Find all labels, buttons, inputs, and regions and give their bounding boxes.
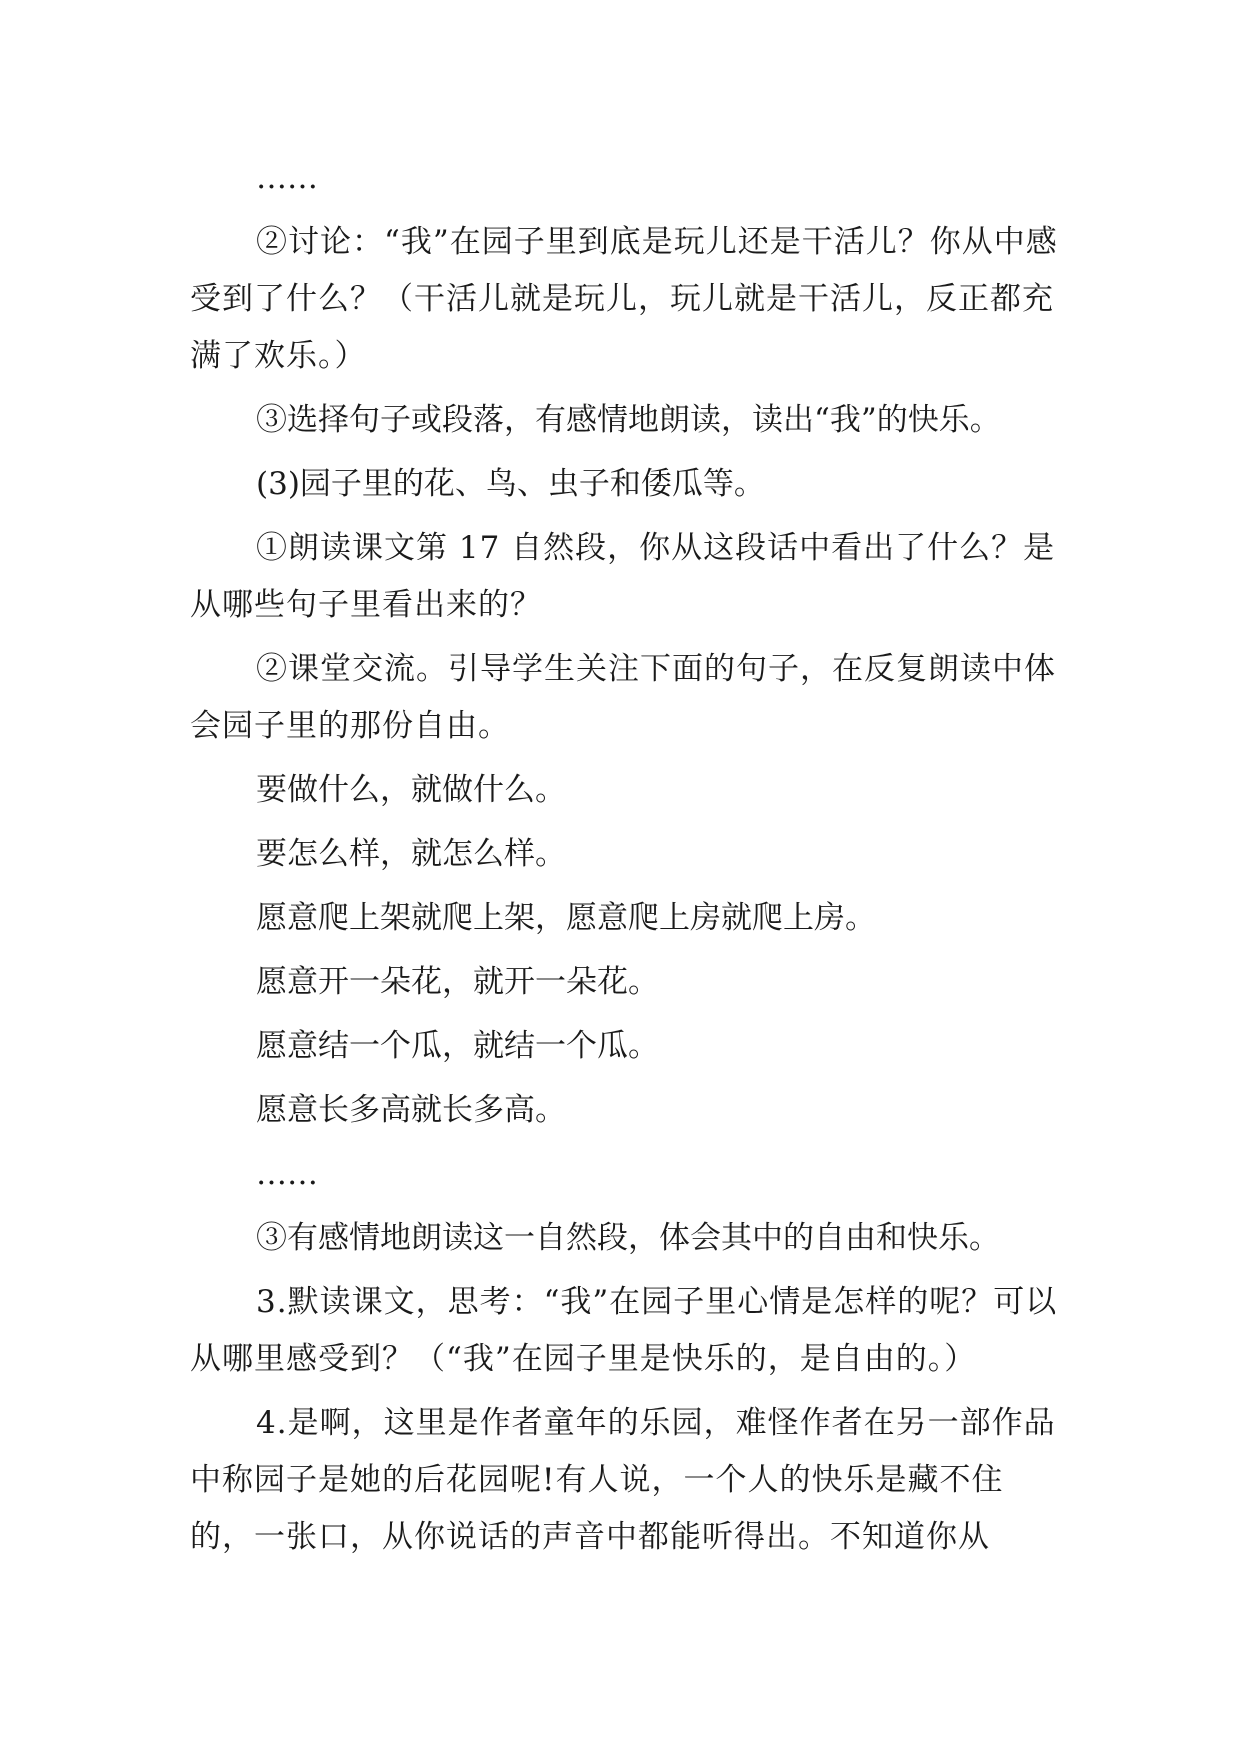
ellipsis-line-2: …… [256,1156,318,1192]
quote-line-2: 要怎么样，就怎么样。 [256,836,566,872]
paragraph-childhood-paradise: 4.是啊，这里是作者童年的乐园，难怪作者在另一部作品中称园子是她的后花园呢!有人说，一个人的快乐是藏不住的，一张口，从你说话的声音中都能听得出。不知道你从 [190,1405,1056,1555]
ellipsis-line: …… [256,160,318,196]
section-heading-3: (3)园子里的花、鸟、虫子和倭瓜等。 [256,466,765,502]
document-body [190,150,1060,1573]
quote-line-3: 愿意爬上架就爬上架，愿意爬上房就爬上房。 [256,900,876,936]
quote-line-5: 愿意结一个瓜，就结一个瓜。 [256,1028,659,1064]
paragraph-discussion: ②讨论：“我”在园子里到底是玩儿还是干活儿？你从中感受到了什么？（干活儿就是玩儿，玩儿就是干活儿，反正都充满了欢乐。） [190,224,1058,374]
quote-line-4: 愿意开一朵花，就开一朵花。 [256,964,659,1000]
paragraph-read-17: ①朗读课文第 17 自然段，你从这段话中看出了什么？是从哪些句子里看出来的？ [190,530,1056,623]
paragraph-silent-reading: 3.默读课文，思考：“我”在园子里心情是怎样的呢？可以从哪里感受到？（“我”在园子里是快乐的，是自由的。） [190,1284,1058,1377]
paragraph-class-exchange: ②课堂交流。引导学生关注下面的句子，在反复朗读中体会园子里的那份自由。 [190,651,1056,744]
paragraph-select-reading: ③选择句子或段落，有感情地朗读，读出“我”的快乐。 [256,402,1001,438]
paragraph-emotional-reading: ③有感情地朗读这一自然段，体会其中的自由和快乐。 [256,1220,1000,1256]
quote-line-6: 愿意长多高就长多高。 [256,1092,566,1128]
quote-line-1: 要做什么，就做什么。 [256,772,566,808]
